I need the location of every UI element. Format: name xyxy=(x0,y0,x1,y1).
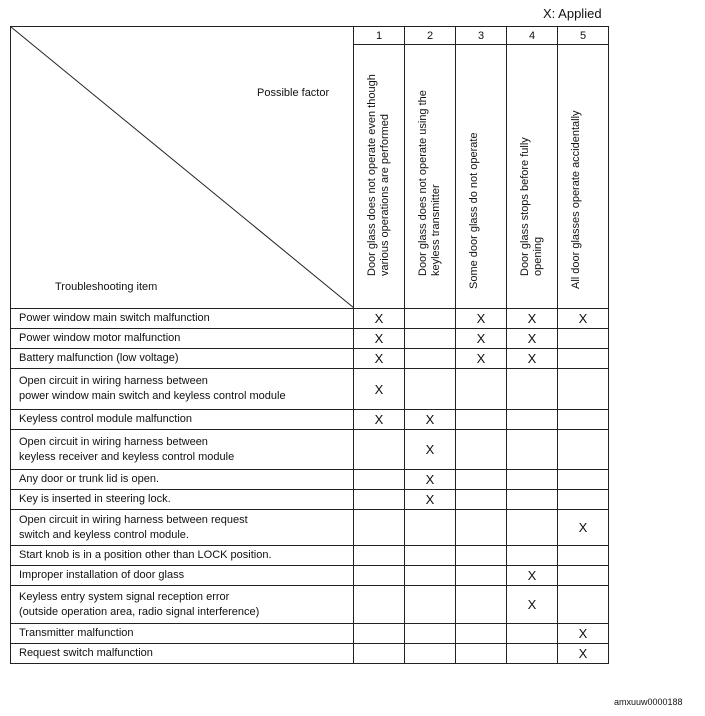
factor-4-mark: X xyxy=(507,586,558,624)
header-corner-cell xyxy=(11,27,354,309)
table-row xyxy=(11,430,609,470)
factor-2-mark xyxy=(405,510,456,546)
factor-3-mark xyxy=(456,546,507,566)
factor-2-mark: X xyxy=(405,410,456,430)
troubleshooting-item-cell: Power window motor malfunction xyxy=(11,329,354,349)
factor-2-mark: X xyxy=(405,470,456,490)
troubleshooting-item-cell: Start knob is in a position other than LOCK position. xyxy=(11,546,354,566)
troubleshooting-item-cell: Keyless entry system signal reception error (outside operation area, radio signal interference) xyxy=(11,586,354,624)
factor-5-mark: X xyxy=(558,309,609,329)
troubleshooting-item-cell: Request switch malfunction xyxy=(11,644,354,664)
factor-1-mark xyxy=(354,546,405,566)
troubleshooting-item-cell: Keyless control module malfunction xyxy=(11,410,354,430)
factor-1-mark xyxy=(354,430,405,470)
factor-3-mark xyxy=(456,510,507,546)
table-body xyxy=(11,309,609,664)
factor-5-mark xyxy=(558,546,609,566)
factor-2-mark xyxy=(405,329,456,349)
factor-number-4: 4 xyxy=(507,27,558,45)
factor-1-mark xyxy=(354,644,405,664)
troubleshooting-item-cell: Battery malfunction (low voltage) xyxy=(11,349,354,369)
table-row xyxy=(11,490,609,510)
factor-5-mark xyxy=(558,410,609,430)
factor-3-mark xyxy=(456,410,507,430)
factor-header-3 xyxy=(456,45,507,309)
factor-3-mark xyxy=(456,430,507,470)
factor-number-2: 2 xyxy=(405,27,456,45)
factor-5-mark xyxy=(558,329,609,349)
troubleshooting-item-cell: Power window main switch malfunction xyxy=(11,309,354,329)
factor-1-mark xyxy=(354,490,405,510)
factor-1-mark: X xyxy=(354,329,405,349)
factor-3-mark xyxy=(456,566,507,586)
table-row xyxy=(11,644,609,664)
factor-4-mark xyxy=(507,470,558,490)
figure-id: amxuuw0000188 xyxy=(614,697,683,707)
factor-5-mark xyxy=(558,490,609,510)
table-row xyxy=(11,586,609,624)
factor-header-5 xyxy=(558,45,609,309)
factor-5-mark xyxy=(558,586,609,624)
factor-2-mark xyxy=(405,644,456,664)
table-row xyxy=(11,624,609,644)
table-row xyxy=(11,349,609,369)
factor-3-mark xyxy=(456,369,507,410)
table-row xyxy=(11,369,609,410)
factor-3-mark: X xyxy=(456,309,507,329)
factor-1-mark: X xyxy=(354,309,405,329)
factor-3-mark xyxy=(456,644,507,664)
factor-3-mark: X xyxy=(456,329,507,349)
troubleshooting-item-cell: Transmitter malfunction xyxy=(11,624,354,644)
factor-1-mark: X xyxy=(354,349,405,369)
factor-label-3: Some door glass do not operate xyxy=(468,132,480,289)
troubleshooting-item-cell: Any door or trunk lid is open. xyxy=(11,470,354,490)
legend-applied: X: Applied xyxy=(543,6,602,21)
factor-2-mark xyxy=(405,566,456,586)
factor-2-mark xyxy=(405,349,456,369)
factor-1-mark xyxy=(354,510,405,546)
factor-5-mark: X xyxy=(558,624,609,644)
factor-5-mark: X xyxy=(558,644,609,664)
factor-4-mark xyxy=(507,624,558,644)
factor-label-2: Door glass does not operate using the keyless transmitter xyxy=(417,90,442,276)
factor-4-mark: X xyxy=(507,309,558,329)
factor-2-mark: X xyxy=(405,430,456,470)
troubleshooting-table xyxy=(10,26,609,664)
troubleshooting-item-cell: Open circuit in wiring harness between keyless receiver and keyless control module xyxy=(11,430,354,470)
factor-1-mark: X xyxy=(354,369,405,410)
factor-number-3: 3 xyxy=(456,27,507,45)
table-row xyxy=(11,410,609,430)
factor-label-5: All door glasses operate accidentally xyxy=(570,110,582,289)
factor-2-mark: X xyxy=(405,490,456,510)
factor-4-mark xyxy=(507,369,558,410)
table-row xyxy=(11,470,609,490)
factor-4-mark: X xyxy=(507,349,558,369)
factor-3-mark xyxy=(456,470,507,490)
table-row xyxy=(11,566,609,586)
factor-5-mark xyxy=(558,470,609,490)
table-row xyxy=(11,546,609,566)
factor-header-1 xyxy=(354,45,405,309)
factor-2-mark xyxy=(405,624,456,644)
factor-5-mark xyxy=(558,369,609,410)
factor-2-mark xyxy=(405,309,456,329)
factor-3-mark xyxy=(456,490,507,510)
table-row xyxy=(11,329,609,349)
factor-3-mark: X xyxy=(456,349,507,369)
table-row xyxy=(11,309,609,329)
factor-number-1: 1 xyxy=(354,27,405,45)
factor-label-4: Door glass stops before fully opening xyxy=(519,137,544,276)
factor-1-mark xyxy=(354,470,405,490)
factor-4-mark xyxy=(507,644,558,664)
factor-5-mark xyxy=(558,349,609,369)
factor-header-4 xyxy=(507,45,558,309)
factor-5-mark xyxy=(558,566,609,586)
factor-4-mark xyxy=(507,430,558,470)
troubleshooting-item-cell: Open circuit in wiring harness between power window main switch and keyless control module xyxy=(11,369,354,410)
troubleshooting-item-cell: Open circuit in wiring harness between request switch and keyless control module. xyxy=(11,510,354,546)
factor-label-1: Door glass does not operate even though various operations are performed xyxy=(366,74,391,276)
factor-4-mark xyxy=(507,490,558,510)
factor-4-mark: X xyxy=(507,566,558,586)
factor-5-mark xyxy=(558,430,609,470)
factor-number-5: 5 xyxy=(558,27,609,45)
factor-header-2 xyxy=(405,45,456,309)
factor-3-mark xyxy=(456,586,507,624)
factor-4-mark: X xyxy=(507,329,558,349)
possible-factor-label: Possible factor xyxy=(257,87,330,99)
factor-5-mark: X xyxy=(558,510,609,546)
factor-1-mark xyxy=(354,566,405,586)
factor-3-mark xyxy=(456,624,507,644)
diagonal-divider xyxy=(11,27,354,308)
factor-2-mark xyxy=(405,369,456,410)
factor-1-mark: X xyxy=(354,410,405,430)
factor-4-mark xyxy=(507,410,558,430)
factor-4-mark xyxy=(507,510,558,546)
table-row xyxy=(11,510,609,546)
factor-2-mark xyxy=(405,586,456,624)
troubleshooting-item-cell: Improper installation of door glass xyxy=(11,566,354,586)
troubleshooting-item-label: Troubleshooting item xyxy=(55,281,158,293)
troubleshooting-item-cell: Key is inserted in steering lock. xyxy=(11,490,354,510)
factor-4-mark xyxy=(507,546,558,566)
factor-1-mark xyxy=(354,586,405,624)
factor-2-mark xyxy=(405,546,456,566)
factor-1-mark xyxy=(354,624,405,644)
